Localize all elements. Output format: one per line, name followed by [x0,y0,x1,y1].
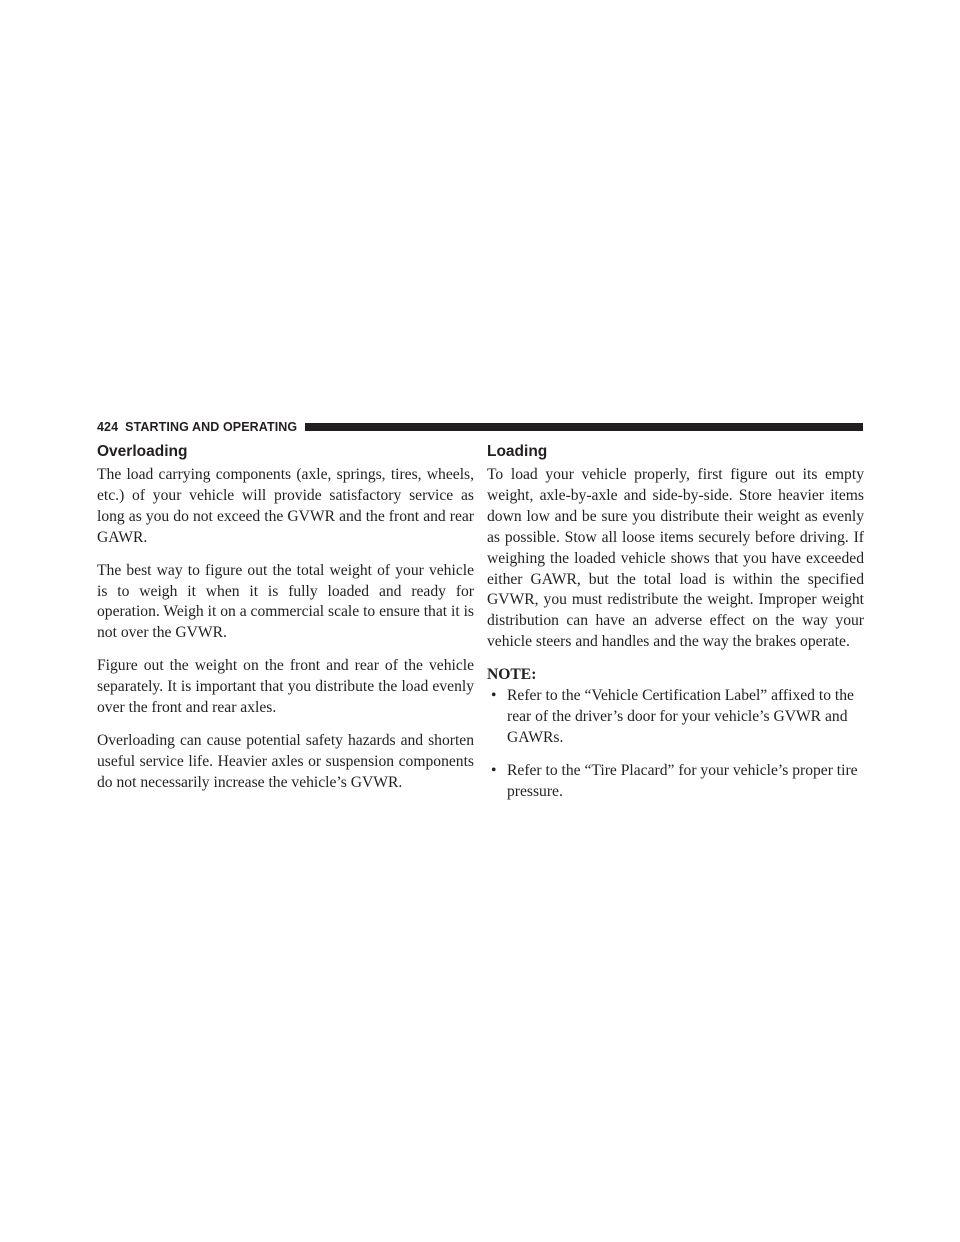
note-text: Refer to the “Tire Placard” for your vehicle’s proper tire pressure. [507,761,858,800]
header-rule [305,423,863,431]
note-item [487,761,864,803]
bullet-icon: • [491,761,497,779]
note-text: Refer to the “Vehicle Certification Label” affixed to the rear of the driver’s door for your vehicle’s GVWR and GAWRs. [507,687,854,746]
overloading-paragraph-2: The best way to figure out the total weight of your vehicle is to weigh it when it is fully loaded and ready for operation. Weigh it on a commercial scale to ensure that it is not over the GVWR. [97,561,474,642]
note-list [487,686,864,803]
overloading-heading: Overloading [97,443,188,460]
left-column [97,443,474,806]
overloading-paragraph-1: The load carrying components (axle, springs, tires, wheels, etc.) of your vehicle will provide satisfactory service as long as you do not exceed the GVWR and the front and rear GAWR. [97,466,474,546]
loading-paragraph-1: To load your vehicle properly, first figure out its empty weight, axle-by-axle and side-by-side. Store heavier items down low and be sure you distribute their weight as evenly as possible. Stow all loose items securely before driving. If weighing the loaded vehicle shows that you have exceeded either GAWR, but the total load is within the specified GVWR, you must redistribute the weight. Improper weight distribution can have an adverse effect on the way your vehicle steers and handles and the way the brakes operate. [487,466,864,651]
overloading-paragraph-4: Overloading can cause potential safety hazards and shorten useful service life. Heavier axles or suspension components do not necessarily increase the vehicle’s GVWR. [97,731,474,791]
section-title: STARTING AND OPERATING [125,420,298,434]
right-column [487,443,864,815]
loading-heading: Loading [487,443,548,460]
overloading-paragraph-3: Figure out the weight on the front and rear of the vehicle separately. It is important that you distribute the load evenly over the front and rear axles. [97,657,474,717]
page-header [97,419,863,435]
note-label: NOTE: [487,666,537,684]
bullet-icon: • [491,687,497,705]
note-item [487,686,864,749]
page-number: 424 [97,420,119,434]
